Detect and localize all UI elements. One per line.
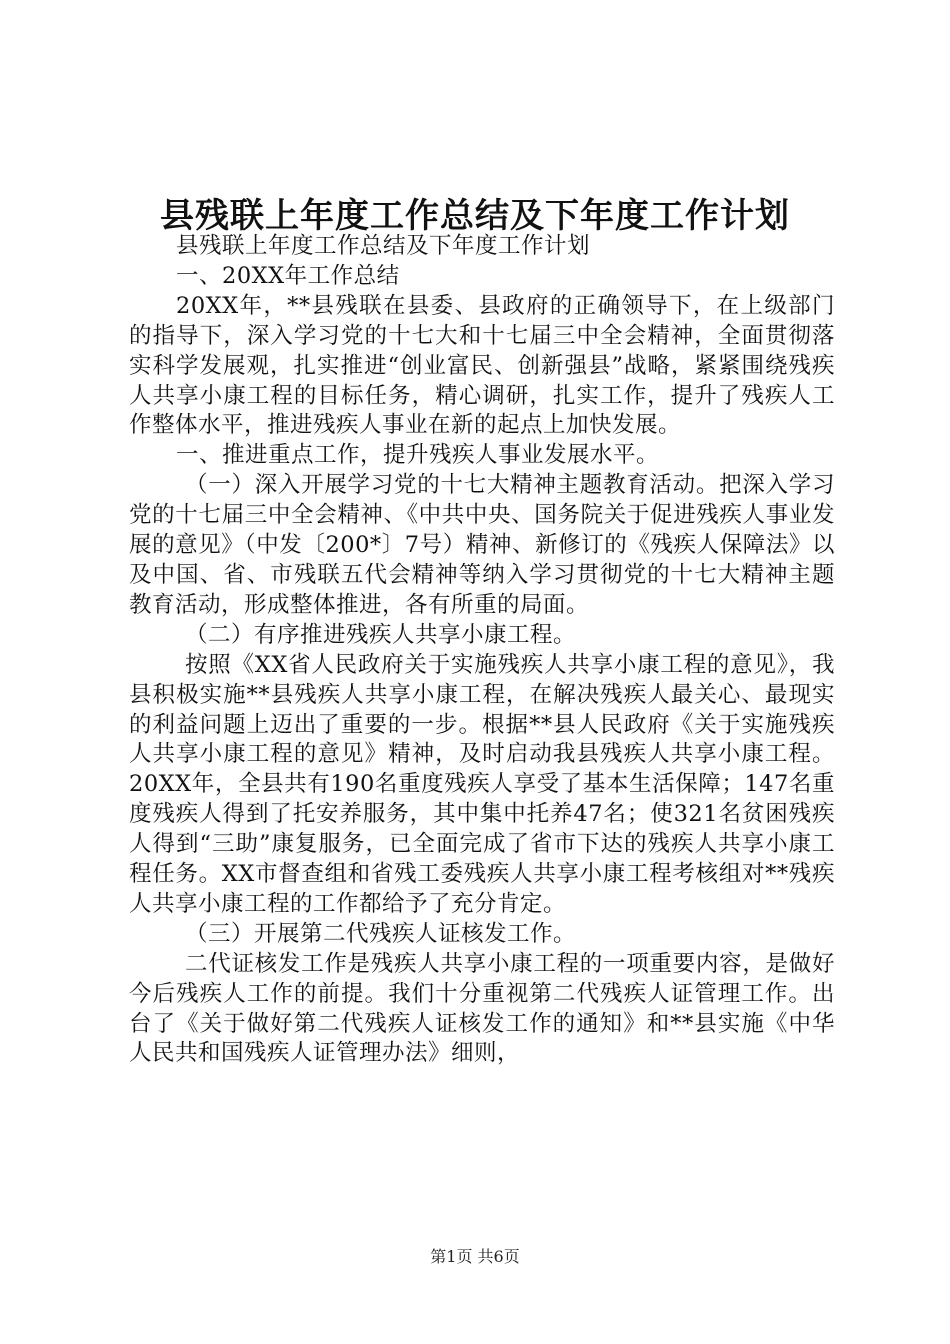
- section-heading: 一、20XX年工作总结: [176, 262, 400, 289]
- document-title: 县残联上年度工作总结及下年度工作计划: [160, 196, 790, 236]
- body-paragraph: 按照《XX省人民政府关于实施残疾人共享小康工程的意见》，我县积极实施**县残疾人共享小康工程，在解决残疾人最关心、最现实的利益问题上迈出了重要的一步。根据**县人民政府《关于实施残疾人共享小康工程的意见》精神，及时启动我县残疾人共享小康工程。20XX年，全县共有190名重度残疾人享受了基本生活保障；147名重度残疾人得到了托安养服务，其中集中托养47名；使321名贫困残疾人得到“三助”康复服务，已全面完成了省市下达的残疾人共享小康工程任务。XX市督查组和省残工委残疾人共享小康工程考核组对**残疾人共享小康工程的工作都给予了充分肯定。: [129, 651, 835, 917]
- subtitle-paragraph: 县残联上年度工作总结及下年度工作计划: [176, 233, 591, 259]
- body-paragraph: （一）深入开展学习党的十七大精神主题教育活动。把深入学习党的十七届三中全会精神、《中共中央、国务院关于促进残疾人事业发展的意见》（中发〔200*〕7号）精神、新修订的《残疾人保障法》以及中国、省、市残联五代会精神等纳入学习贯彻党的十七大精神主题教育活动，形成整体推进，各有所重的局面。: [129, 472, 835, 618]
- document-body: [129, 232, 835, 1069]
- subsection-heading: （三）开展第二代残疾人证核发工作。: [185, 920, 577, 947]
- body-paragraph: 20XX年，**县残联在县委、县政府的正确领导下，在上级部门的指导下，深入学习党的十七大和十七届三中全会精神，全面贯彻落实科学发展观，扎实推进“创业富民、创新强县”战略，紧紧围绕残疾人共享小康工程的目标任务，精心调研，扎实工作，提升了残疾人工作整体水平，推进残疾人事业在新的起点上加快发展。: [129, 292, 835, 439]
- body-paragraph: 二代证核发工作是残疾人共享小康工程的一项重要内容，是做好今后残疾人工作的前提。我们十分重视第二代残疾人证管理工作。出台了《关于做好第二代残疾人证核发工作的通知》和**县实施《中华人民共和国残疾人证管理办法》细则，: [129, 950, 835, 1067]
- subsection-heading: （二）有序推进残疾人共享小康工程。: [185, 621, 577, 648]
- page-footer: 第1页 共6页: [430, 1247, 520, 1266]
- section-heading: 一、推进重点工作，提升残疾人事业发展水平。: [176, 442, 660, 469]
